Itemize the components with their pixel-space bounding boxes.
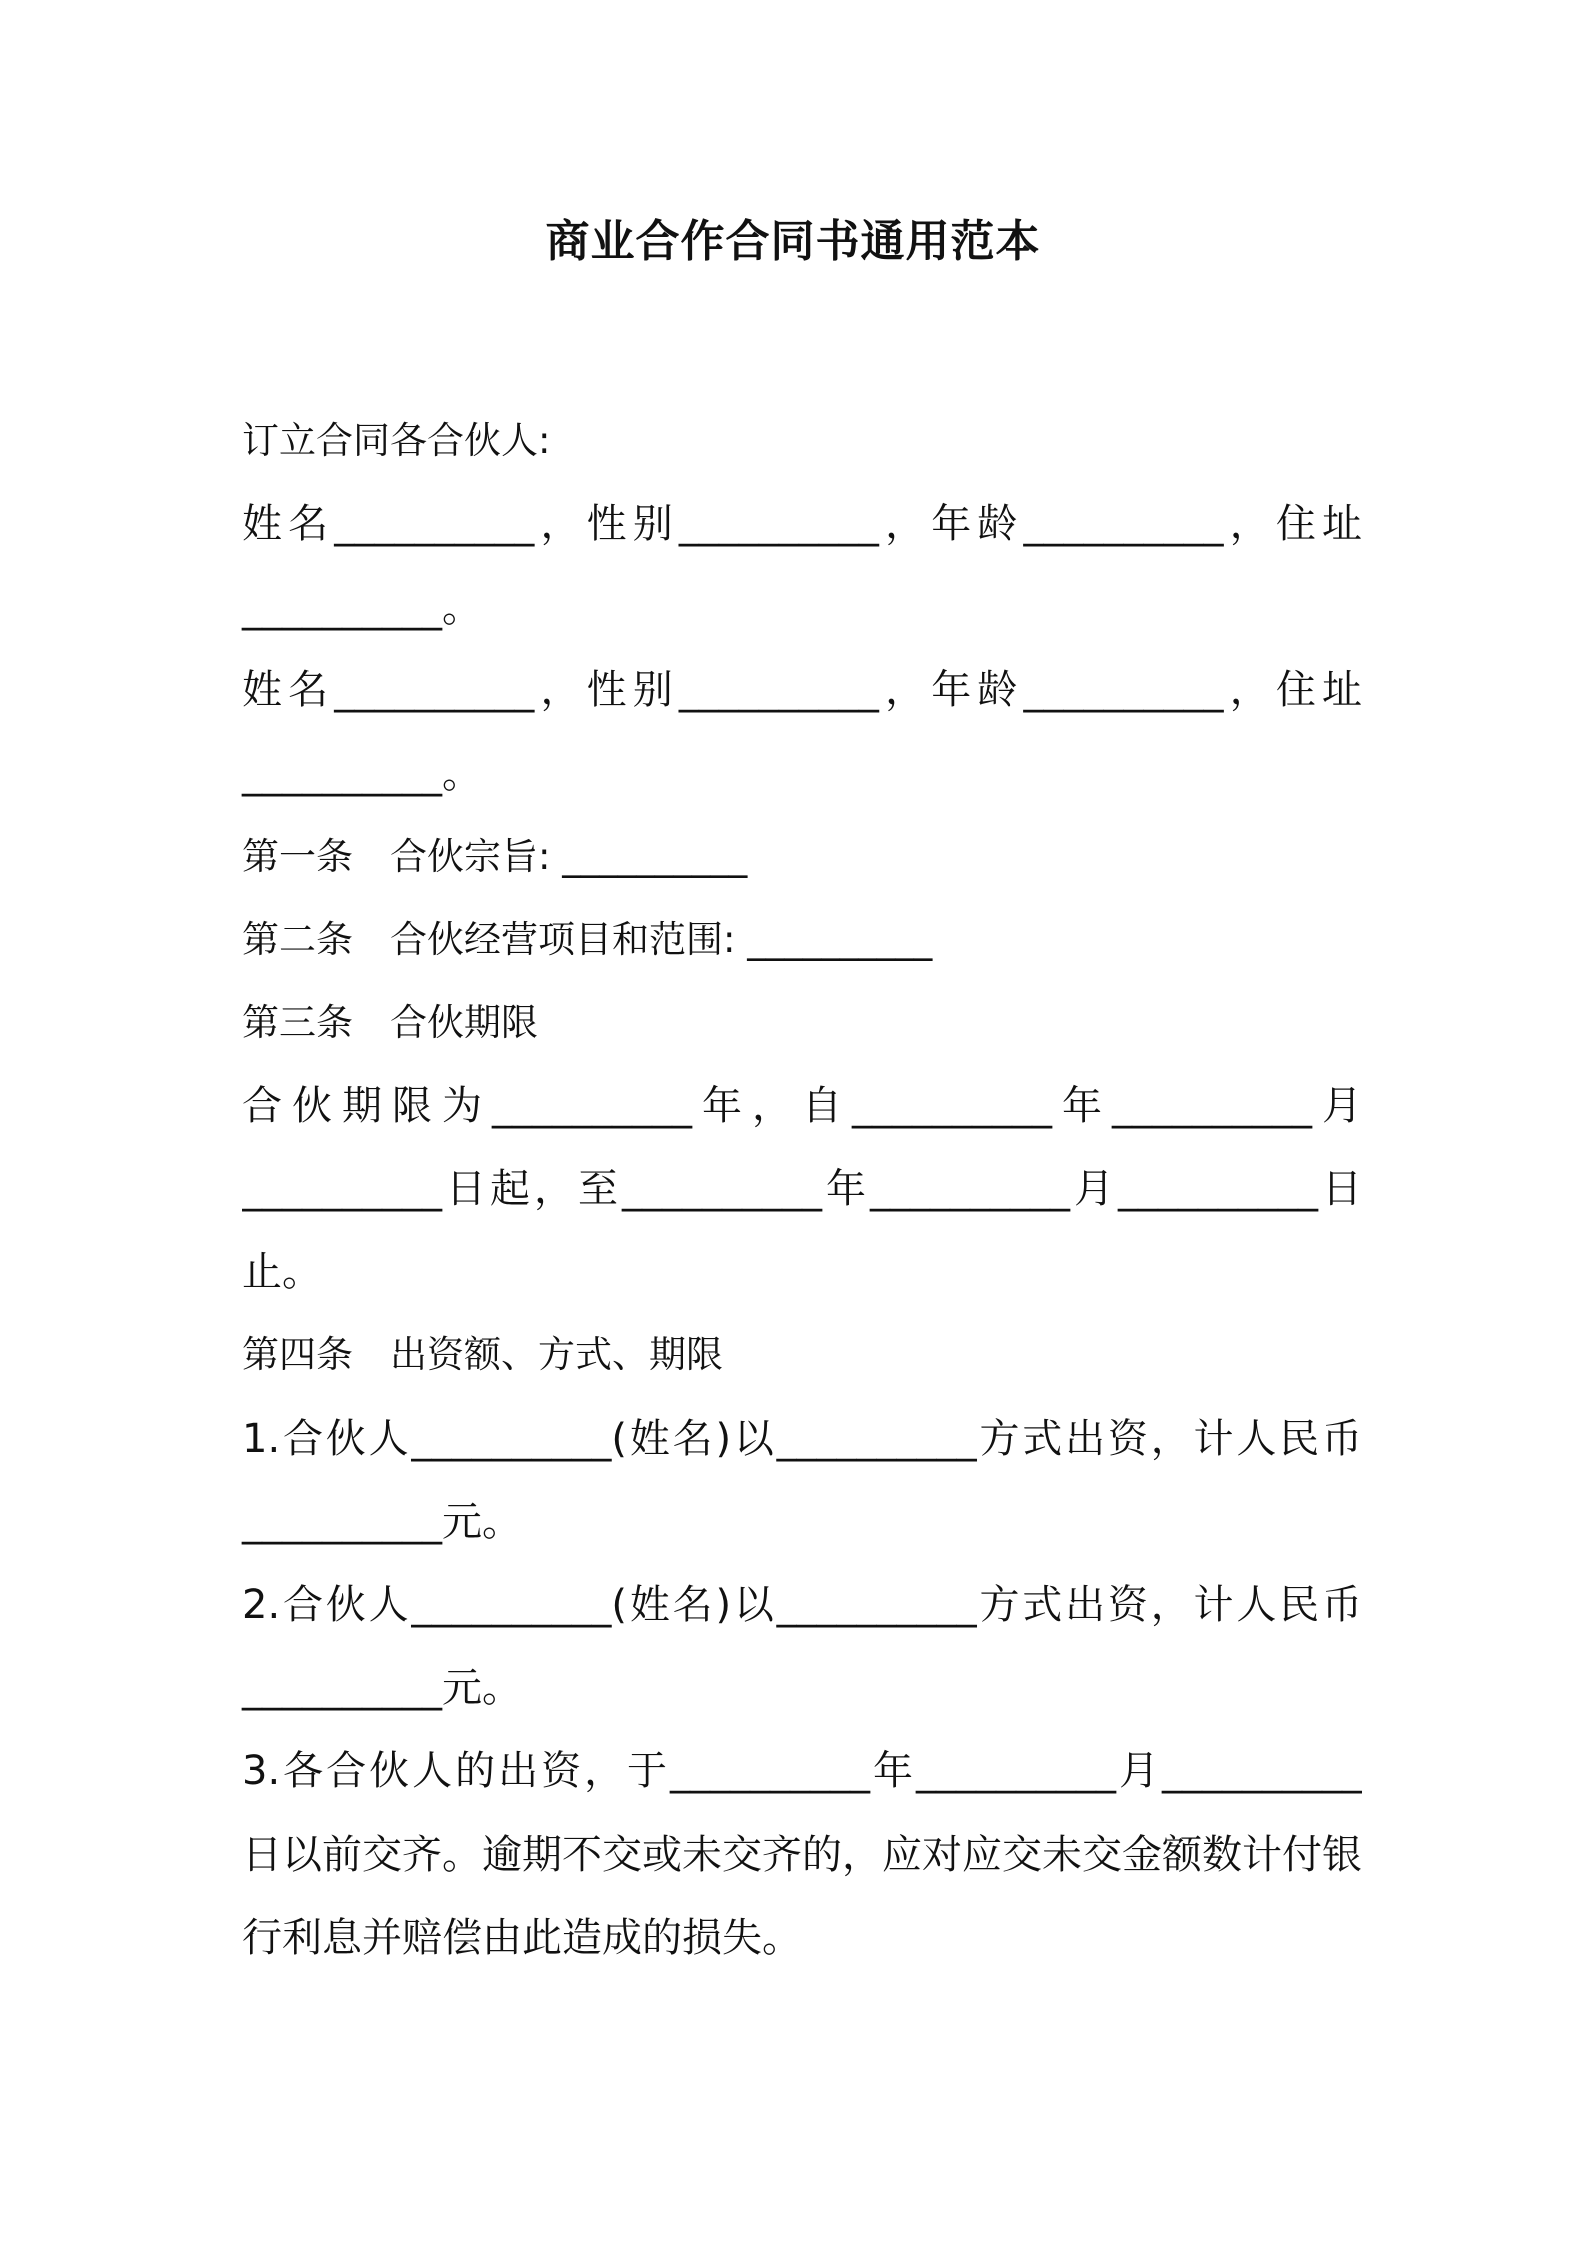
article-4-item-2-amount: __________元。	[242, 1665, 522, 1711]
party-2-address: __________。	[242, 751, 482, 797]
party-1-address: __________。	[242, 585, 482, 631]
article-3-line-3: 止。	[242, 1249, 322, 1295]
article-1: 第一条 合伙宗旨: __________	[242, 835, 748, 878]
article-4-item-3-line-2: 日以前交齐。逾期不交或未交齐的，应对应交未交金额数计付银	[242, 1832, 1362, 1878]
article-3-heading: 第三条 合伙期限	[242, 1001, 538, 1044]
parties-heading: 订立合同各合伙人:	[242, 419, 551, 462]
article-3-line-1: 合伙期限为__________年，自__________年__________月	[242, 1083, 1362, 1129]
article-4-item-1: 1.合伙人__________(姓名)以__________方式出资，计人民币	[242, 1416, 1362, 1462]
article-4-item-2: 2.合伙人__________(姓名)以__________方式出资，计人民币	[242, 1582, 1362, 1628]
article-4-item-3: 3.各合伙人的出资，于__________年__________月__________	[242, 1748, 1362, 1794]
article-2: 第二条 合伙经营项目和范围: __________	[242, 918, 933, 961]
article-3-line-2: __________日起，至__________年__________月__________日	[242, 1166, 1362, 1212]
article-4-heading: 第四条 出资额、方式、期限	[242, 1333, 723, 1376]
article-4-item-3-line-3: 行利息并赔偿由此造成的损失。	[242, 1915, 802, 1961]
party-2-info: 姓名__________，性别__________，年龄__________，住址	[242, 667, 1362, 713]
article-4-item-1-amount: __________元。	[242, 1499, 522, 1545]
party-1-info: 姓名__________，性别__________，年龄__________，住址	[242, 501, 1362, 547]
document-title: 商业合作合同书通用范本	[545, 216, 1041, 267]
